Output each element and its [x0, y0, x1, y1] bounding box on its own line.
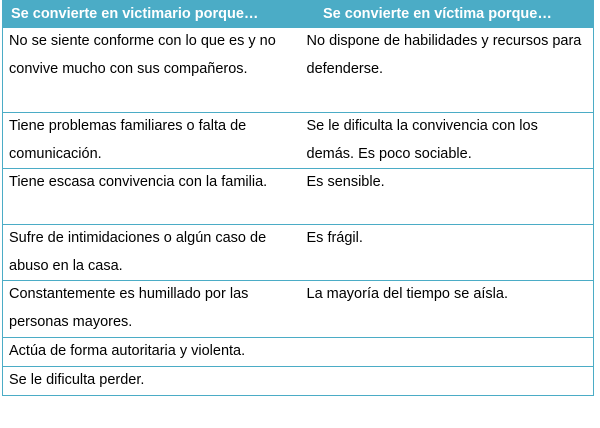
victima-cell: La mayoría del tiempo se aísla. — [301, 281, 594, 338]
victima-cell: Es frágil. — [301, 225, 594, 281]
victimario-cell: Tiene escasa convivencia con la familia. — [3, 169, 301, 225]
comparison-table-container — [2, 0, 593, 396]
victima-cell: Es sensible. — [301, 169, 594, 225]
table-row — [3, 366, 594, 395]
victimario-cell: Actúa de forma autoritaria y violenta. — [3, 338, 301, 367]
header-victima: Se convierte en víctima porque… — [301, 1, 594, 28]
victimario-victima-table — [2, 0, 594, 396]
victimario-cell: Se le dificulta perder. — [3, 366, 301, 395]
table-row — [3, 281, 594, 338]
victima-cell: No dispone de habilidades y recursos para defenderse. — [301, 28, 594, 113]
table-row — [3, 28, 594, 113]
victima-cell: Se le dificulta la convivencia con los demás. Es poco sociable. — [301, 113, 594, 169]
victima-cell — [301, 366, 594, 395]
table-row — [3, 113, 594, 169]
victimario-cell: No se siente conforme con lo que es y no convive mucho con sus compañeros. — [3, 28, 301, 113]
victimario-cell: Constantemente es humillado por las personas mayores. — [3, 281, 301, 338]
victimario-cell: Sufre de intimidaciones o algún caso de abuso en la casa. — [3, 225, 301, 281]
victima-cell — [301, 338, 594, 367]
header-victimario: Se convierte en victimario porque… — [3, 1, 301, 28]
table-row — [3, 169, 594, 225]
victimario-cell: Tiene problemas familiares o falta de comunicación. — [3, 113, 301, 169]
table-row — [3, 225, 594, 281]
table-row — [3, 338, 594, 367]
header-row — [3, 1, 594, 28]
